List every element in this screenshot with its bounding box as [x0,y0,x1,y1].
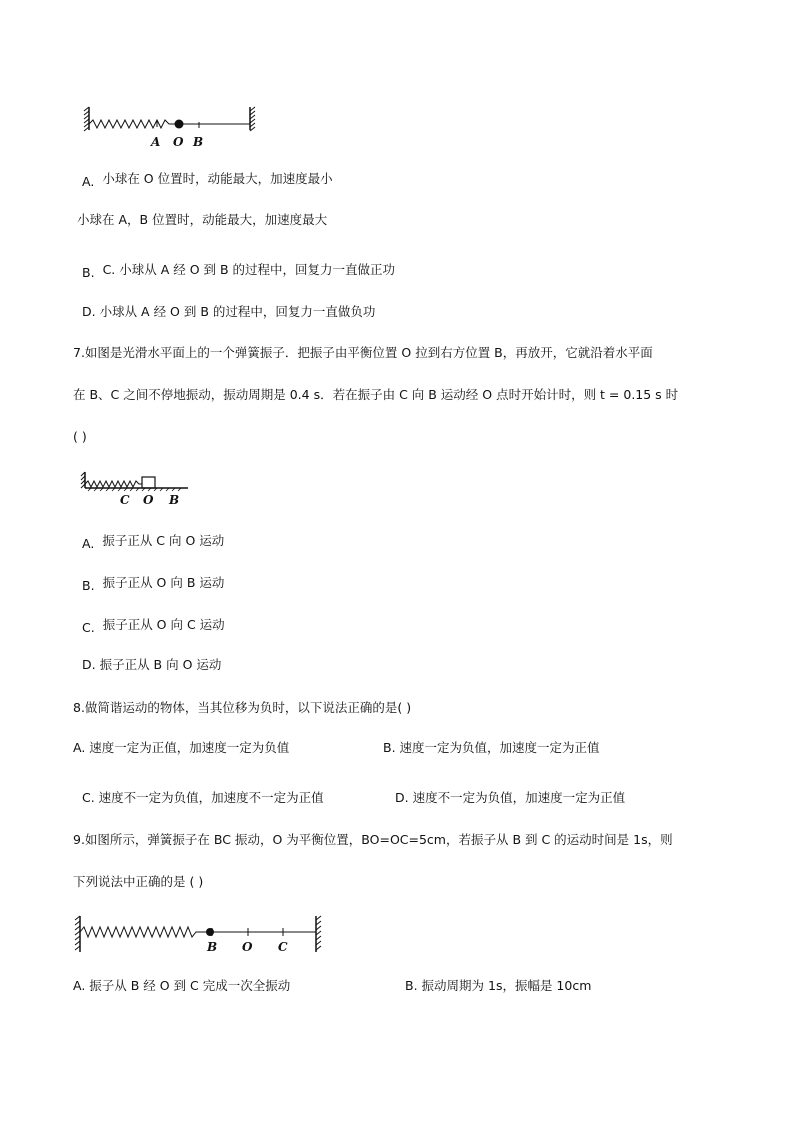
q6-option-b-text: 小球在 A，B 位置时，动能最大，加速度最大 [77,212,328,227]
q6-option-c [82,262,395,278]
label-o: O [242,940,253,954]
label-c: C [278,940,288,954]
q7-option-d: D. 振子正从 B 向 O 运动 [82,657,222,672]
q8-option-b: B. 速度一定为负值，加速度一定为正值 [383,740,600,755]
option-text: 振子正从 O 向 B 运动 [102,575,225,590]
q6-spring-figure [80,102,265,152]
option-text: 小球在 O 位置时，动能最大，加速度最小 [102,171,333,186]
q7-option-a [82,533,224,549]
option-text: C. 小球从 A 经 O 到 B 的过程中，回复力一直做正功 [102,262,396,277]
spring [85,481,142,487]
q9-spring-figure [72,912,327,960]
label-b: B [207,940,218,954]
q7-stem-line3: ( ) [73,429,87,444]
q9-stem-line2: 下列说法中正确的是 ( ) [73,874,204,889]
option-letter: B. [82,578,95,593]
label-a: A [151,135,161,149]
q7-spring-figure [80,468,195,510]
q7-stem-line1: 7.如图是光滑水平面上的一个弹簧振子．把振子由平衡位置 O 拉到右方位置 B，再放开，它就沿着水平面 [73,345,653,360]
q6-option-a [82,171,333,187]
q9-stem-line1: 9.如图所示，弹簧振子在 BC 振动，O 为平衡位置，BO=OC=5cm，若振子从 B 到 C 的运动时间是 1s，则 [73,832,673,847]
spring [89,120,175,128]
option-letter: C. [82,620,95,635]
q7-option-c [82,617,225,633]
label-o: O [143,493,154,507]
q9-option-b: B. 振动周期为 1s，振幅是 10cm [405,978,592,993]
q8-option-a: A. 速度一定为正值，加速度一定为负值 [73,740,290,755]
label-c: C [120,493,130,507]
q8-stem: 8.做简谐运动的物体，当其位移为负时，以下说法正确的是( ) [73,700,412,715]
label-o: O [173,135,184,149]
q7-stem-line2: 在 B、C 之间不停地振动，振动周期是 0.4 s．若在振子由 C 向 B 运动经 O 点时开始计时，则 t = 0.15 s 时 [73,387,679,402]
q6-option-d: D. 小球从 A 经 O 到 B 的过程中，回复力一直做负功 [82,304,376,319]
option-text: 振子正从 C 向 O 运动 [102,533,225,548]
q8-option-d: D. 速度不一定为负值，加速度一定为正值 [395,790,626,805]
q8-option-c: C. 速度不一定为负值，加速度不一定为正值 [82,790,324,805]
option-text: 振子正从 O 向 C 运动 [102,617,225,632]
option-letter: A. [82,536,95,551]
label-b: B [193,135,204,149]
spring [80,927,204,937]
label-b: B [169,493,180,507]
option-letter: B. [82,265,95,280]
option-letter: A. [82,174,95,189]
q9-option-a: A. 振子从 B 经 O 到 C 完成一次全振动 [73,978,291,993]
block [142,477,155,488]
q7-option-b [82,575,224,591]
